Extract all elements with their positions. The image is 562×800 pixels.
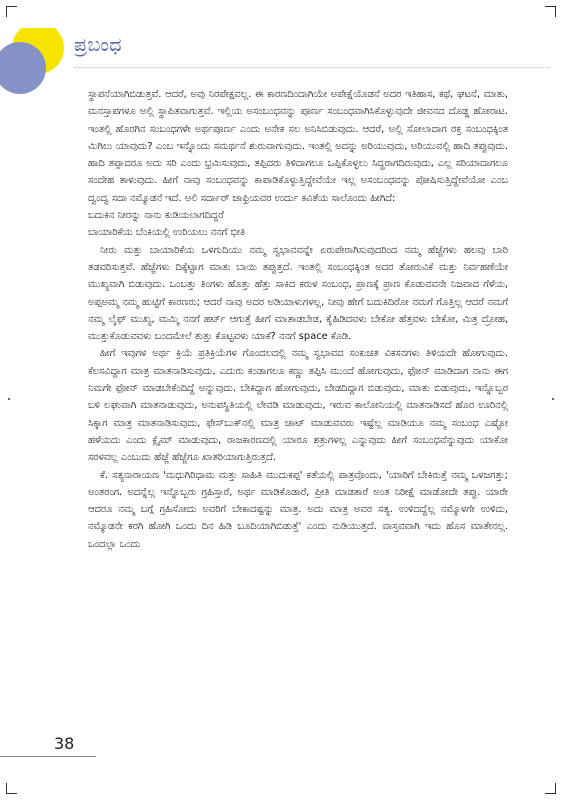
- header-dotted-rule: [74, 67, 550, 68]
- paragraph: ಸ್ಥಾಪನೆಯಾಗಿಬಿಡುತ್ತವೆ. ಆದರೆ, ಅವು ನಿರಪೇಕ್ಷವಲ್ಲ. ಈ ಕಾರಣದಿಂದಾಗಿಯೇ ಅಪೇಕ್ಷೆಯೊಡನೆ ಅದರ ಇತಿಹಾಸ, ಕಥೆ, ಘಟನೆ, ಮಾತು, ಮನಸ್ತಾಪಗಳೂ ಅಲ್ಲಿ ಸ್ಥಾಪಿತವಾಗುತ್ತವೆ. ಇಲ್ಲಿಯ ಅಸಂಬಂಧವನ್ನು ಪೂರ್ಣ ಸಂಬಂಧವಾಗಿಸಿಕೊಳ್ಳುವುದೇ ಜೀವನದ ದೊಡ್ಡ ಹೋರಾಟ. ಇಂತಲ್ಲಿ ಹೊರಗಿನ ಸಂಬಂಧಗಳೇ ಅರ್ಥಪೂರ್ಣ ಎಂದು ಅನೇಕ ಸಲ ಅನಿಸಿಬಿಡುವುದು. ಆದರೆ, ಅಲ್ಲಿ ಸೋಲಾದಾಗ ರಕ್ತ ಸಂಬಂಧಕ್ಕಿಂತ ಮಿಗಿಲು ಯಾವುದು? ಎಂಬ ಇನ್ನೊಂದು ಸಮರ್ಥನೆ ಶುರುವಾಗುವುದು. ಇಂತಲ್ಲಿ ಅದನ್ನು ಅರಿಯುವುದು, ಅರಿಯುವಲ್ಲಿ ಹಾದಿ ತಪ್ಪುವುದು. ಹಾದಿ ತಪ್ಪಾದರೂ ಅದು ಸರಿ ಎಂದು ಭ್ರಮಿಸುವುದು, ತಪ್ಪಿದರು ತಿಳಿದಾಗಲೂ ಒಪ್ಪಿಕೊಳ್ಳಲು ಸಿದ್ಧರಾಗದಿರುವುದು, ಎಲ್ಲ ಸರಿಯಾದಾಗಲೂ ಸಂದೇಹ ತಾಳುವುದು. ಹೀಗೆ ನಾವು ಸಂಬಂಧವನ್ನು ಕಾಪಾಡಿಕೊಳ್ಳುತ್ತಿದ್ದೇವೆಯೇ ಇಲ್ಲ ಅಸಂಬಂಧವನ್ನು ಪೋಷಿಸುತ್ತಿದ್ದೇವೆಯೋ ಎಂಬ ದ್ವಂದ್ವ ಸದಾ ನಮ್ಮೊಡನೆ ಇದೆ. ಅಲಿ ಸರ್ದಾರ್ ಜಾಫ್ರಿಯವರ ಉರ್ದು ಕವಿತೆಯ ಸಾಲೊಂದು ಹೀಗಿದೆ:: [88, 89, 508, 204]
- paragraph: ಕೆ. ಸತ್ಯನಾರಾಯಣ 'ಮಧುಗಿರಿಧಾಮ ಮತ್ತು ಸಾಹಿತಿ ಮುದುಕಪ್ಪ' ಕತೆಯಲ್ಲಿ ಪಾತ್ರವೊಂದು, 'ಯಾರಿಗೆ ಬೇಕಿರುತ್ತೆ ನಮ್ಮ ಒಳಜಗತ್ತು; ಅಂತರಂಗ. ಅದನ್ನೆಲ್ಲ ಇನ್ನೊಬ್ಬರು ಗ್ರಹಿಸ್ತಾರೆ, ಅರ್ಥ ಮಾಡಿಕೊಡಾರೆ, ಪ್ರೀತಿ ಮಾಡತಾರೆ ಅಂತ ನಿರೀಕ್ಷೆ ಮಾಡೋದೇ ತಪ್ಪು. ಯಾರೇ ಆದರೂ ನಮ್ಮ ಬಗ್ಗೆ ಗ್ರಹಿಸೋದು ಅವರಿಗೆ ಬೇಕಾದಷ್ಟನ್ನು ಮಾತ್ರ. ಅದು ಮಾತ್ರ ಅವರ ಸತ್ಯ. ಉಳಿದದ್ದೆಲ್ಲ ನಮ್ಮೊಳಗೇ ಉಳಿದು, ನಮ್ಮೊಡನೇ ಕರಗಿ ಹೋಗಿ ಒಂದು ದಿನ ಹಿಡಿ ಬೂದಿಯಾಗಿಬಿಡುತ್ತೆ' ಎಂದು ನುಡಿಯುತ್ತದೆ. ವಾಸ್ತವವಾಗಿ ಇದು ಹೊಸ ಮಾತೇನಲ್ಲ. ಒಂದಲ್ಲಾ ಒಂದು: [88, 469, 508, 550]
- article-body: [88, 86, 508, 553]
- crop-mark-bottom-right: [545, 783, 556, 794]
- crop-mark-top-right: [545, 6, 556, 17]
- section-title: ಪ್ರಬಂಧ: [74, 34, 123, 56]
- verse-line: ಬಾಯಾರಿಕೆಯ ಬೆಂಕಿಯಲ್ಲಿ ಉರಿಯಲು ನನಗೆ ಭೀತಿ: [88, 227, 246, 239]
- page-number: 38: [54, 734, 75, 753]
- register-mark-left: [8, 398, 10, 400]
- footer-rule: [0, 756, 96, 757]
- verse-line: ಬದುಕಿನ ನೀರನ್ನು ನಾನು ಕುಡಿಯಲಾಗದಿದ್ದರೆ: [88, 210, 224, 222]
- register-mark-right: [552, 398, 554, 400]
- crop-mark-top-left: [6, 6, 17, 17]
- paragraph: ನೀರು ಮತ್ತು ಬಾಯಾರಿಕೆಯ ಒಳಗುದಿಯು ನಮ್ಮ ಸ್ವಭಾವವನ್ನೇ ಏರುಪೇರಾಗಿಸುವುದರಿಂದ ನಮ್ಮ ಹೆಜ್ಜೆಗಳು ಹಲವು ಬಾರಿ ತಡವರಿಸುತ್ತವೆ. ಹೆಜ್ಜೆಗಳು ದಿಕ್ಕೆಟ್ಟಾಗ ಮಾತು ಬಾಯಿ ತಪ್ಪುತ್ತದೆ. ಇಂತಲ್ಲಿ ಸಂಬಂಧಕ್ಕಿಂತ ಅದರ ತೋರುವಿಕೆ ಮತ್ತು ನಿರ್ವಹಣೆಯೇ ಮುಖ್ಯವಾಗಿ ಬಿಡುವುದು. ಒಂಬತ್ತು ತಿಂಗಳು ಹೊತ್ತು ಹೆತ್ತು ಸಾಕಿದ ಕರುಳ ಸಂಬಂಧ, ಪ್ರಾಣಕ್ಕೆ ಪ್ರಾಣ ಕೊಡುವವನೇ ನಿಜವಾದ ಗೆಳೆಯ, ಅಪ್ಪಅಮ್ಮ ನಮ್ಮ ಹುಟ್ಟಿಗೆ ಕಾರಣರು; ಆದರೆ ನಾವು ಅದರ ಅಡಿಯಾಳುಗಳಲ್ಲ, ನೀವು ಹೇಗೆ ಬದುಕಿದಿರೋ ನಮಗೆ ಗೊತ್ತಿಲ್ಲ ಆದರೆ ನಮಗೆ ನಮ್ಮ ಲೈಫ್ ಮುಖ್ಯ, ಮಮ್ಮಿ ನನಗೆ ಹರ್ಟ್ ಆಗುತ್ತೆ ಹೀಗೆ ಮಾತಾಡಬೇಡ, ಕೈಹಿಡಿದವಳು ಬೇಕೋ ಹೆತ್ತವಳು ಬೇಕೋ, ಮಿತ್ರ ದ್ರೋಹ, ಮುತ್ತುಕೊಡುವವಳು ಬಂದಮೇಲೆ ತುತ್ತು ಕೊಟ್ಟವಳು ಯಾಕೆ? ನನಗೆ space ಕೊಡಿ.: [88, 244, 508, 343]
- paragraph: ಹೀಗೆ ಇವುಗಳ ಅರ್ಥ ಕ್ರಿಯೆ ಪ್ರತಿಕ್ರಿಯೆಗಳ ಗೊಂದಲದಲ್ಲಿ ನಮ್ಮ ಸ್ವಭಾವದ ಸಂಕುಚಿತ ವಿಕಸನಗಳು ತಿಳಿಯದೇ ಹೋಗುವುದು. ಕೆಲಸವಿದ್ದಾಗ ಮಾತ್ರ ಮಾತನಾಡಿಸುವುದು, ಎದುರು ಕಂಡಾಗಲೂ ಕಣ್ಣು ತಪ್ಪಿಸಿ ಮುಂದೆ ಹೋಗುವುದು, ಫೋನ್ ಮಾಡಿದಾಗ ನಾನು ಈಗ ನಿಮಗೇ ಫೋನ್ ಮಾಡಬೇಕೆಂದಿದ್ದೆ ಅನ್ನುವುದು. ಬೇಕಿದ್ದಾಗ ಹೋಗುವುದು, ಬೇಡದಿದ್ದಾಗ ಬಿಡುವುದು, ಮಾತು ಬಿಡುವುದು, ಇನ್ನೊಬ್ಬರ ಬಳಿ ಲಘುವಾಗಿ ಮಾತನಾಡುವುದು, ಅನುಪಸ್ಥಿತಿಯಲ್ಲಿ ಲೇವಡಿ ಮಾಡುವುದು, ಇರುವ ಕಾಲೋನಿಯಲ್ಲಿ ಮಾತನಾಡಿಸದೆ ಹೊರ ಊರಿನಲ್ಲಿ ಸಿಕ್ಕಾಗ ಮಾತ್ರ ಮಾತನಾಡಿಸುವುದು, ಫೇಸ್‌ಬುಕ್‌ನಲ್ಲಿ ಮಾತ್ರ ಚಾಟ್ ಮಾಡುವವರು ಇಷ್ಟೆಲ್ಲ ಮಾಡಿಯೂ ನಮ್ಮ ಸಂಬಂಧ ಎಷ್ಟೋ ಹಳೆಯದು ಎಂದು ಕ್ಲೈಮ್ ಮಾಡುವುದು, ರಾಜಕಾರಣದಲ್ಲಿ ಯಾರೂ ಶತ್ರುಗಳಲ್ಲ ಎನ್ನುವುದು ಹೀಗೆ ಸಂಬಂಧವೆನ್ನುವುದು ಯಾಕೋ ಸರಳವಲ್ಲ ಎಂಬುದು ಹೆಜ್ಜೆ ಹೆಜ್ಜೆಗೂ ಖಾತರಿಯಾಗುತ್ತಿರುತ್ತದೆ.: [88, 348, 508, 464]
- crop-mark-bottom-left: [6, 783, 17, 794]
- decorative-circles-icon: [0, 28, 70, 108]
